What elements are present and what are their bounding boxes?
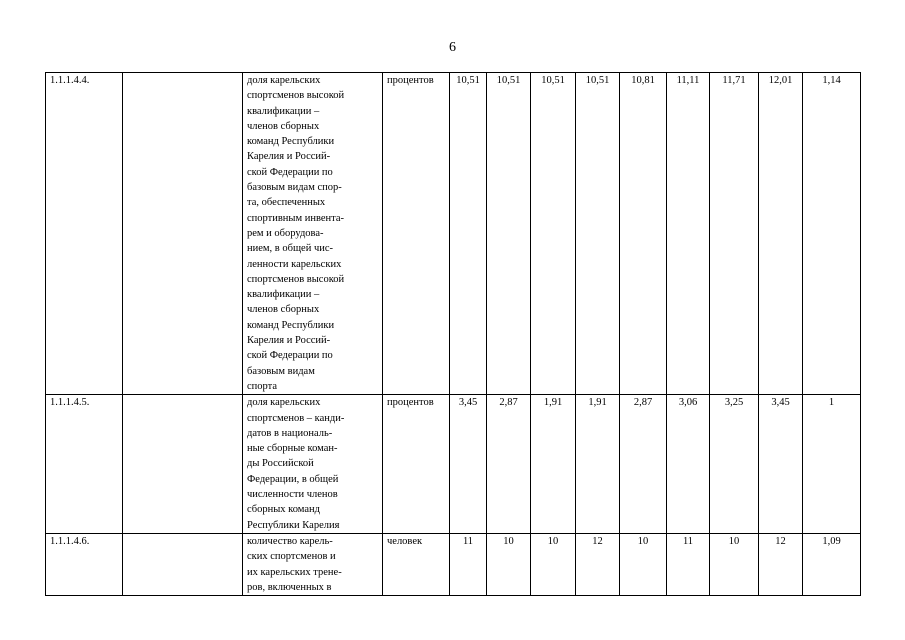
indicator-value: 10,51 (576, 73, 620, 395)
indicator-value: 3,25 (710, 395, 759, 534)
indicator-value: 12 (759, 533, 803, 595)
indicator-ratio: 1,14 (803, 73, 861, 395)
indicator-description: доля карельских спортсменов – канди- датов в националь- ные сборные коман- ды Российской Федерации, в общей численности членов сборных команд Республики Карелия (243, 395, 383, 534)
indicator-value: 3,45 (450, 395, 487, 534)
indicator-code: 1.1.1.4.5. (46, 395, 123, 534)
indicator-value: 11 (450, 533, 487, 595)
indicators-table (45, 72, 861, 596)
indicator-value: 10,51 (487, 73, 531, 395)
table-row (46, 533, 861, 595)
indicator-ratio: 1,09 (803, 533, 861, 595)
indicator-value: 10 (620, 533, 667, 595)
indicator-value: 1,91 (576, 395, 620, 534)
empty-cell (123, 533, 243, 595)
indicator-value: 1,91 (531, 395, 576, 534)
indicator-code: 1.1.1.4.6. (46, 533, 123, 595)
indicator-value: 10,51 (450, 73, 487, 395)
indicator-value: 11 (667, 533, 710, 595)
indicator-value: 10 (487, 533, 531, 595)
indicator-value: 3,06 (667, 395, 710, 534)
indicator-value: 2,87 (487, 395, 531, 534)
indicator-value: 12 (576, 533, 620, 595)
indicator-unit: процентов (383, 73, 450, 395)
indicator-value: 11,71 (710, 73, 759, 395)
indicator-value: 12,01 (759, 73, 803, 395)
indicator-value: 3,45 (759, 395, 803, 534)
table-row (46, 395, 861, 534)
indicator-value: 11,11 (667, 73, 710, 395)
table-row (46, 73, 861, 395)
indicator-unit: процентов (383, 395, 450, 534)
empty-cell (123, 395, 243, 534)
indicator-description: количество карель- ских спортсменов и их карельских трене- ров, включенных в (243, 533, 383, 595)
indicator-value: 10 (531, 533, 576, 595)
indicator-ratio: 1 (803, 395, 861, 534)
indicator-unit: человек (383, 533, 450, 595)
indicator-value: 10,81 (620, 73, 667, 395)
indicator-value: 2,87 (620, 395, 667, 534)
page-number: 6 (449, 40, 456, 55)
indicator-code: 1.1.1.4.4. (46, 73, 123, 395)
empty-cell (123, 73, 243, 395)
indicator-value: 10 (710, 533, 759, 595)
indicator-value: 10,51 (531, 73, 576, 395)
indicator-description: доля карельских спортсменов высокой квалификации – членов сборных команд Республики Карелия и Россий- ской Федерации по базовым видам спор- та, обеспеченных спортивным инвента- рем и оборудова- нием, в общей чис- ленности карельских спортсменов высокой квалификации – членов сборных команд Республики Карелия и Россий- ской Федерации по базовым видам спорта (243, 73, 383, 395)
